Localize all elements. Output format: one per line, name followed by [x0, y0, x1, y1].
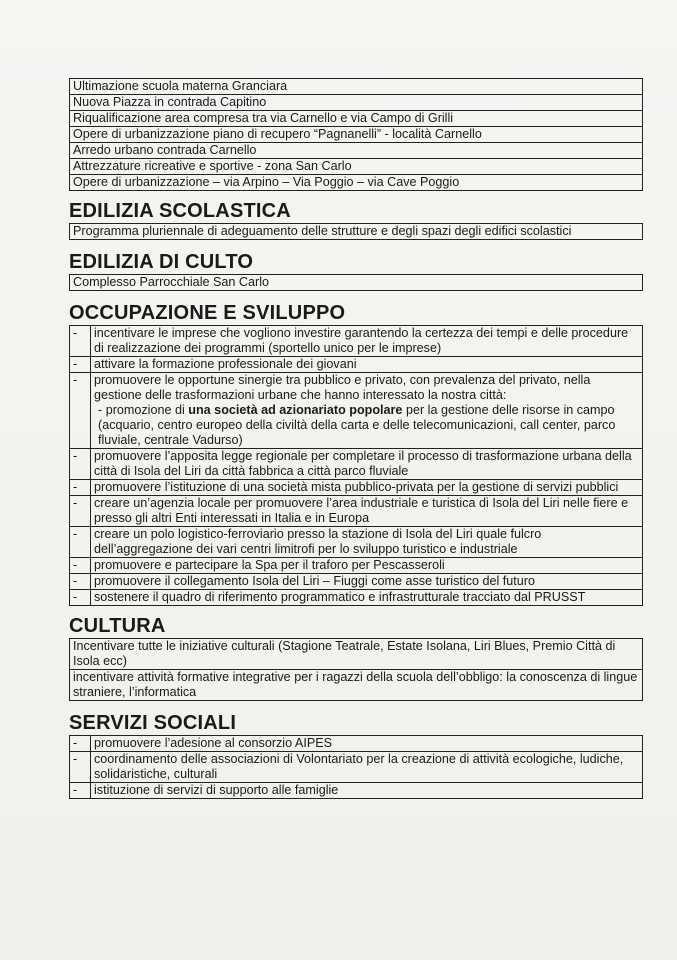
table-row [70, 111, 643, 127]
table-row [70, 449, 643, 480]
table-cell [91, 373, 643, 449]
table-cell: incentivare attività formative integrative per i ragazzi della scuola dell’obbligo: la conoscenza di lingue straniere, l’informatica [70, 670, 643, 701]
table-row [70, 275, 643, 291]
table-cell: creare un’agenzia locale per promuovere l’area industriale e turistica di Isola del Liri nelle fiere e presso gli altri Enti interessati in Italia e in Europa [91, 496, 643, 527]
edilizia-scolastica-table [69, 223, 643, 240]
table-cell: attivare la formazione professionale dei giovani [91, 357, 643, 373]
item-text: promuovere le opportune sinergie tra pubblico e privato, con prevalenza del privato, nella gestione delle trasformazioni urbane che hanno interessato la nostra città: [94, 373, 591, 402]
table-cell: Arredo urbano contrada Carnello [70, 143, 643, 159]
section-title-servizi-sociali: SERVIZI SOCIALI [69, 712, 237, 734]
cultura-table [69, 638, 643, 701]
table-cell: Opere di urbanizzazione piano di recupero “Pagnanelli” - località Carnello [70, 127, 643, 143]
table-cell: promuovere l’adesione al consorzio AIPES [91, 736, 643, 752]
table-row [70, 574, 643, 590]
table-cell: Incentivare tutte le iniziative culturali (Stagione Teatrale, Estate Isolana, Liri Blues, Premio Città di Isola ecc) [70, 639, 643, 670]
table-row [70, 670, 643, 701]
sub-item-prefix: - promozione di [98, 403, 189, 417]
sub-item [94, 403, 639, 448]
table-cell: Ultimazione scuola materna Granciara [70, 79, 643, 95]
section-title-edilizia-culto: EDILIZIA DI CULTO [69, 251, 254, 273]
table-cell: promuovere l’istituzione di una società mista pubblico-privata per la gestione di servizi pubblici [91, 480, 643, 496]
dash-marker: - [70, 590, 91, 606]
table-cell: promuovere l’apposita legge regionale per completare il processo di trasformazione urbana della città di Isola del Liri da città fabbrica a città parco fluviale [91, 449, 643, 480]
table-row [70, 326, 643, 357]
dash-marker: - [70, 752, 91, 783]
sub-item-suffix: per la gestione delle risorse in campo (acquario, centro europeo della civiltà della carta e delle telecomunicazioni, call center, parco fluviale, centrale Vadurso) [98, 403, 616, 447]
occupazione-table [69, 325, 643, 606]
projects-table [69, 78, 643, 191]
dash-marker: - [70, 326, 91, 357]
dash-marker: - [70, 496, 91, 527]
sub-item-bold: una società ad azionariato popolare [188, 403, 403, 417]
dash-marker: - [70, 574, 91, 590]
dash-marker: - [70, 480, 91, 496]
table-row [70, 357, 643, 373]
table-row [70, 590, 643, 606]
table-cell: Complesso Parrocchiale San Carlo [70, 275, 643, 291]
table-row [70, 496, 643, 527]
table-row [70, 79, 643, 95]
dash-marker: - [70, 357, 91, 373]
table-row [70, 558, 643, 574]
table-cell: coordinamento delle associazioni di Volontariato per la creazione di attività ecologiche, ludiche, solidaristiche, culturali [91, 752, 643, 783]
table-row [70, 224, 643, 240]
table-row [70, 159, 643, 175]
table-cell: Riqualificazione area compresa tra via Carnello e via Campo di Grilli [70, 111, 643, 127]
table-cell: promuovere e partecipare la Spa per il traforo per Pescasseroli [91, 558, 643, 574]
edilizia-culto-table [69, 274, 643, 291]
table-cell: Attrezzature ricreative e sportive - zona San Carlo [70, 159, 643, 175]
table-row [70, 736, 643, 752]
table-row [70, 480, 643, 496]
table-row [70, 175, 643, 191]
table-cell: Nuova Piazza in contrada Capitino [70, 95, 643, 111]
table-row [70, 639, 643, 670]
table-cell: incentivare le imprese che vogliono investire garantendo la certezza dei tempi e delle procedure di realizzazione dei programmi (sportello unico per le imprese) [91, 326, 643, 357]
dash-marker: - [70, 527, 91, 558]
table-row [70, 127, 643, 143]
table-cell: promuovere il collegamento Isola del Liri – Fiuggi come asse turistico del futuro [91, 574, 643, 590]
table-cell: creare un polo logistico-ferroviario presso la stazione di Isola del Liri quale fulcro dell’aggregazione dei vari centri limitrofi per lo sviluppo turistico e industriale [91, 527, 643, 558]
dash-marker: - [70, 373, 91, 449]
dash-marker: - [70, 558, 91, 574]
dash-marker: - [70, 783, 91, 799]
section-title-occupazione: OCCUPAZIONE E SVILUPPO [69, 302, 346, 324]
table-row [70, 95, 643, 111]
table-cell: sostenere il quadro di riferimento programmatico e infrastrutturale tracciato dal PRUSST [91, 590, 643, 606]
dash-marker: - [70, 449, 91, 480]
dash-marker: - [70, 736, 91, 752]
table-row [70, 373, 643, 449]
table-row [70, 752, 643, 783]
table-row [70, 527, 643, 558]
table-row [70, 783, 643, 799]
table-cell: Programma pluriennale di adeguamento delle strutture e degli spazi degli edifici scolastici [70, 224, 643, 240]
document-content [69, 78, 643, 799]
table-row [70, 143, 643, 159]
table-cell: Opere di urbanizzazione – via Arpino – Via Poggio – via Cave Poggio [70, 175, 643, 191]
section-title-cultura: CULTURA [69, 615, 166, 637]
servizi-sociali-table [69, 735, 643, 799]
table-cell: istituzione di servizi di supporto alle famiglie [91, 783, 643, 799]
section-title-edilizia-scolastica: EDILIZIA SCOLASTICA [69, 200, 291, 222]
